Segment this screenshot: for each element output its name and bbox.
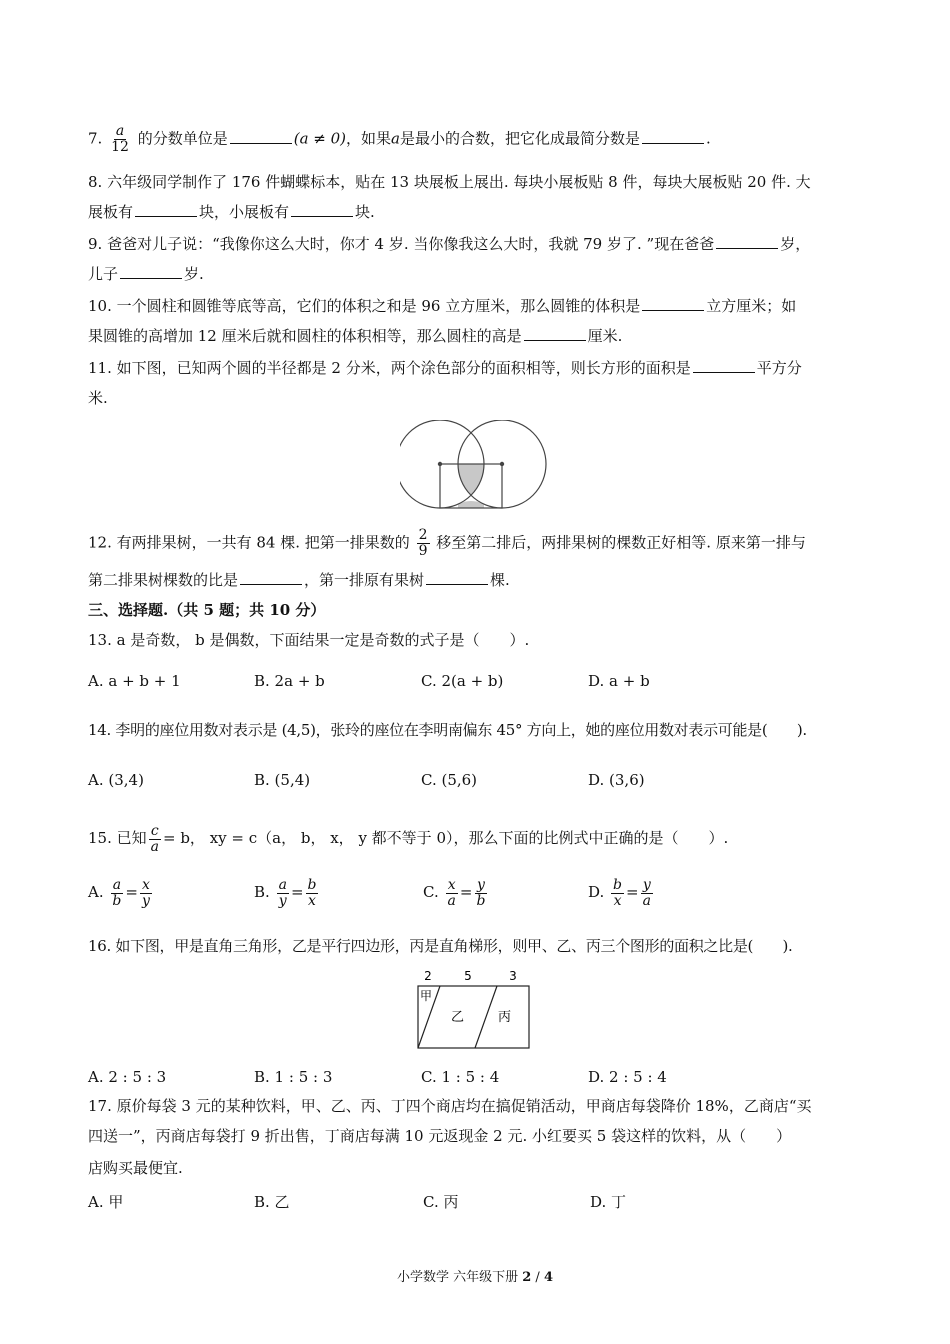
q13-option-d: D. a + b [588, 672, 650, 690]
q12-text-d: ，第一排原有果树 [304, 571, 425, 589]
q14-option-c: C. (5,6) [421, 771, 478, 789]
q7-text-1: 的分数单位是 [137, 129, 228, 148]
q12-text-b: 移至第二排后，两排果树的棵数正好相等. 原来第一排与 [436, 533, 806, 552]
q8-text-b: 块，小展板有 [199, 203, 290, 221]
fig-label-bing: 丙 [498, 1010, 512, 1025]
q10-blank-1 [642, 296, 704, 311]
q15-b-right [306, 878, 319, 909]
q15-option-a: A. $\frac{a}{b}$ = $\frac{x}{y}$ [88, 876, 150, 909]
question-10-line-2 [88, 326, 622, 346]
outer-rectangle [418, 986, 529, 1048]
q15-c-r-den: b [476, 892, 486, 909]
fig-label-5: 5 [464, 969, 472, 983]
q7-condition: (a ≠ 0) [293, 129, 347, 148]
q15-a-l-num: a [112, 876, 122, 893]
q15-b-label: B. [254, 883, 270, 901]
q12-frac-den: 9 [418, 543, 428, 559]
q9-text-a: 9. 爸爸对儿子说：“我像你这么大时，你才 4 岁. 当你像我这么大时，我就 79 岁了. ”现在爸爸 [88, 235, 715, 253]
right-diagonal [475, 986, 497, 1048]
q15-d-r-den: a [642, 892, 651, 909]
fig-label-2: 2 [424, 969, 432, 983]
q15-a-right [140, 878, 152, 909]
fig-label-3: 3 [509, 969, 517, 983]
question-17-line-3: 店购买最便宜. [88, 1159, 183, 1177]
q8-text-a: 展板有 [88, 203, 134, 221]
question-8-line-1: 8. 六年级同学制作了 176 件蝴蝶标本，贴在 13 块展板上展出. 每块小展板贴 8 件，每块大展板贴 20 件. 大 [88, 173, 811, 191]
q15-c-left [446, 878, 458, 909]
q13-option-c: C. 2(a + b) [421, 672, 504, 690]
q15-c-l-num: x [447, 876, 456, 893]
q10-text-a: 10. 一个圆柱和圆锥等底等高，它们的体积之和是 96 立方厘米，那么圆锥的体积是 [88, 297, 641, 315]
q7-frac-den: 12 [111, 139, 129, 155]
q15-a-r-num: x [141, 876, 150, 893]
question-13-stem: 13. a 是奇数， b 是偶数，下面结果一定是奇数的式子是（ ）. [88, 631, 530, 649]
q9-text-c: 儿子 [88, 265, 119, 283]
q12-text-c: 第二排果树棵数的比是 [88, 571, 239, 589]
q7-blank-2 [642, 129, 704, 144]
q7-text-2: ，如果 [346, 129, 392, 148]
q17-option-c: C. 丙 [423, 1193, 459, 1211]
question-12-line-1 [88, 528, 806, 559]
q7-blank-1 [230, 129, 292, 144]
q12-text-e: 棵. [490, 571, 510, 589]
q9-blank-1 [716, 234, 778, 249]
q17-option-b: B. 乙 [254, 1193, 290, 1211]
q15-a-l-den: b [112, 892, 122, 909]
q15-b-r-den: x [308, 892, 316, 909]
fig-label-yi: 乙 [451, 1010, 465, 1025]
footer-page-total: 4 [543, 1270, 553, 1285]
q15-d-l-num: b [613, 876, 623, 893]
fig-label-jia: 甲 [420, 989, 433, 1003]
q15-c-l-den: a [447, 892, 456, 909]
q8-blank-2 [291, 202, 353, 217]
q15-b-l-den: y [278, 892, 287, 909]
question-10-line-1 [88, 296, 796, 316]
q14-option-d: D. (3,6) [588, 771, 645, 789]
q15-option-d: D. $\frac{b}{x}$ = $\frac{y}{a}$ [588, 876, 651, 909]
q15-d-right [641, 878, 653, 909]
q12-blank-1 [240, 570, 302, 585]
q16-option-b: B. 1 : 5 : 3 [254, 1068, 333, 1086]
question-14-stem: 14. 李明的座位用数对表示是 (4,5)，张玲的座位在李明南偏东 45° 方向上，她的座位用数对表示可能是( ). [88, 721, 807, 739]
q15-a-r-den: y [141, 892, 150, 909]
q10-text-d: 厘米. [587, 327, 623, 345]
q15-option-c: C. $\frac{x}{a}$ = $\frac{y}{b}$ [423, 876, 486, 909]
q10-text-b: 立方厘米；如 [706, 297, 797, 315]
q8-blank-1 [135, 202, 197, 217]
q16-option-d: D. 2 : 5 : 4 [588, 1068, 667, 1086]
q15-b-left [277, 878, 289, 909]
q16-option-a: A. 2 : 5 : 3 [88, 1068, 167, 1086]
q9-blank-2 [120, 264, 182, 279]
footer-page-number: 2 [522, 1270, 532, 1285]
q15-option-b: B. $\frac{a}{y}$ = $\frac{b}{x}$ [254, 876, 317, 909]
q15-fraction [149, 824, 161, 855]
section-3-heading: 三、选择题.（共 5 题；共 10 分） [88, 601, 326, 619]
q17-option-d: D. 丁 [590, 1193, 627, 1211]
q7-frac-num: a [115, 123, 125, 139]
q17-option-a: A. 甲 [88, 1193, 124, 1211]
q15-text-post: = b， xy = c（a， b， x， y 都不等于 0），那么下面的比例式中正确的是（ ）. [162, 829, 729, 847]
question-11-line-2: 米. [88, 389, 108, 407]
q15-d-left [611, 878, 624, 909]
right-center-dot [500, 462, 504, 466]
question-15-stem [88, 818, 728, 858]
q15-b-l-num: a [278, 876, 287, 893]
q8-text-c: 块. [355, 203, 375, 221]
q15-d-r-num: y [642, 876, 651, 893]
q15-b-r-num: b [307, 876, 317, 893]
question-16-stem: 16. 如下图，甲是直角三角形，乙是平行四边形，丙是直角梯形，则甲、乙、丙三个图形的面积之比是( ). [88, 937, 793, 955]
q9-text-b: 岁， [780, 235, 811, 253]
q15-c-r-num: y [476, 876, 485, 893]
q16-shapes-figure [414, 966, 534, 1052]
q15-c-right [474, 878, 487, 909]
q7-var: a [391, 129, 400, 148]
q10-blank-2 [524, 326, 586, 341]
q16-option-c: C. 1 : 5 : 4 [421, 1068, 500, 1086]
question-17-line-1: 17. 原价每袋 3 元的某种饮料，甲、乙、丙、丁四个商店均在搞促销活动，甲商店每袋降价 18%，乙商店“买 [88, 1097, 812, 1115]
question-12-line-2 [88, 570, 510, 590]
question-8-line-2 [88, 202, 375, 222]
q7-number: 7. [88, 129, 103, 148]
q10-text-c: 果圆锥的高增加 12 厘米后就和圆柱的体积相等，那么圆柱的高是 [88, 327, 522, 345]
q15-a-left [110, 878, 123, 909]
footer-text: 小学数学 六年级下册 [396, 1270, 523, 1285]
q11-blank [693, 358, 755, 373]
question-11-line-1 [88, 358, 802, 378]
q11-text-b: 平方分 [756, 359, 802, 377]
q15-frac-num: c [150, 822, 159, 839]
q15-d-label: D. [588, 883, 605, 901]
q9-text-d: 岁. [184, 265, 204, 283]
q12-fraction [417, 528, 430, 559]
q14-option-b: B. (5,4) [254, 771, 311, 789]
q12-text-a: 12. 有两排果树，一共有 84 棵. 把第一排果数的 [88, 533, 410, 552]
question-7 [88, 124, 711, 155]
q12-blank-2 [426, 570, 488, 585]
q14-option-a: A. (3,4) [88, 771, 144, 789]
q12-frac-num: 2 [418, 527, 428, 543]
q15-a-label: A. [88, 883, 104, 901]
question-9-line-1 [88, 234, 810, 254]
q15-text-pre: 15. 已知 [88, 829, 147, 847]
q15-frac-den: a [150, 838, 159, 855]
footer-separator: / [531, 1270, 544, 1285]
q15-c-label: C. [423, 883, 439, 901]
q7-end: . [706, 129, 711, 148]
q13-option-b: B. 2a + b [254, 672, 325, 690]
left-center-dot [438, 462, 442, 466]
page-footer [0, 1266, 950, 1285]
q7-text-3: 是最小的合数，把它化成最简分数是 [399, 129, 640, 148]
q7-fraction [109, 124, 131, 155]
q15-d-l-den: x [613, 892, 622, 909]
q11-text-a: 11. 如下图，已知两个圆的半径都是 2 分米，两个涂色部分的面积相等，则长方形的面积是 [88, 359, 691, 377]
q13-option-a: A. a + b + 1 [88, 672, 181, 690]
question-17-line-2: 四送一”，丙商店每袋打 9 折出售，丁商店每满 10 元返现金 2 元. 小红要买 5 袋这样的饮料，从（ ） [88, 1127, 792, 1145]
question-9-line-2 [88, 264, 204, 284]
q11-circles-figure [400, 420, 550, 516]
